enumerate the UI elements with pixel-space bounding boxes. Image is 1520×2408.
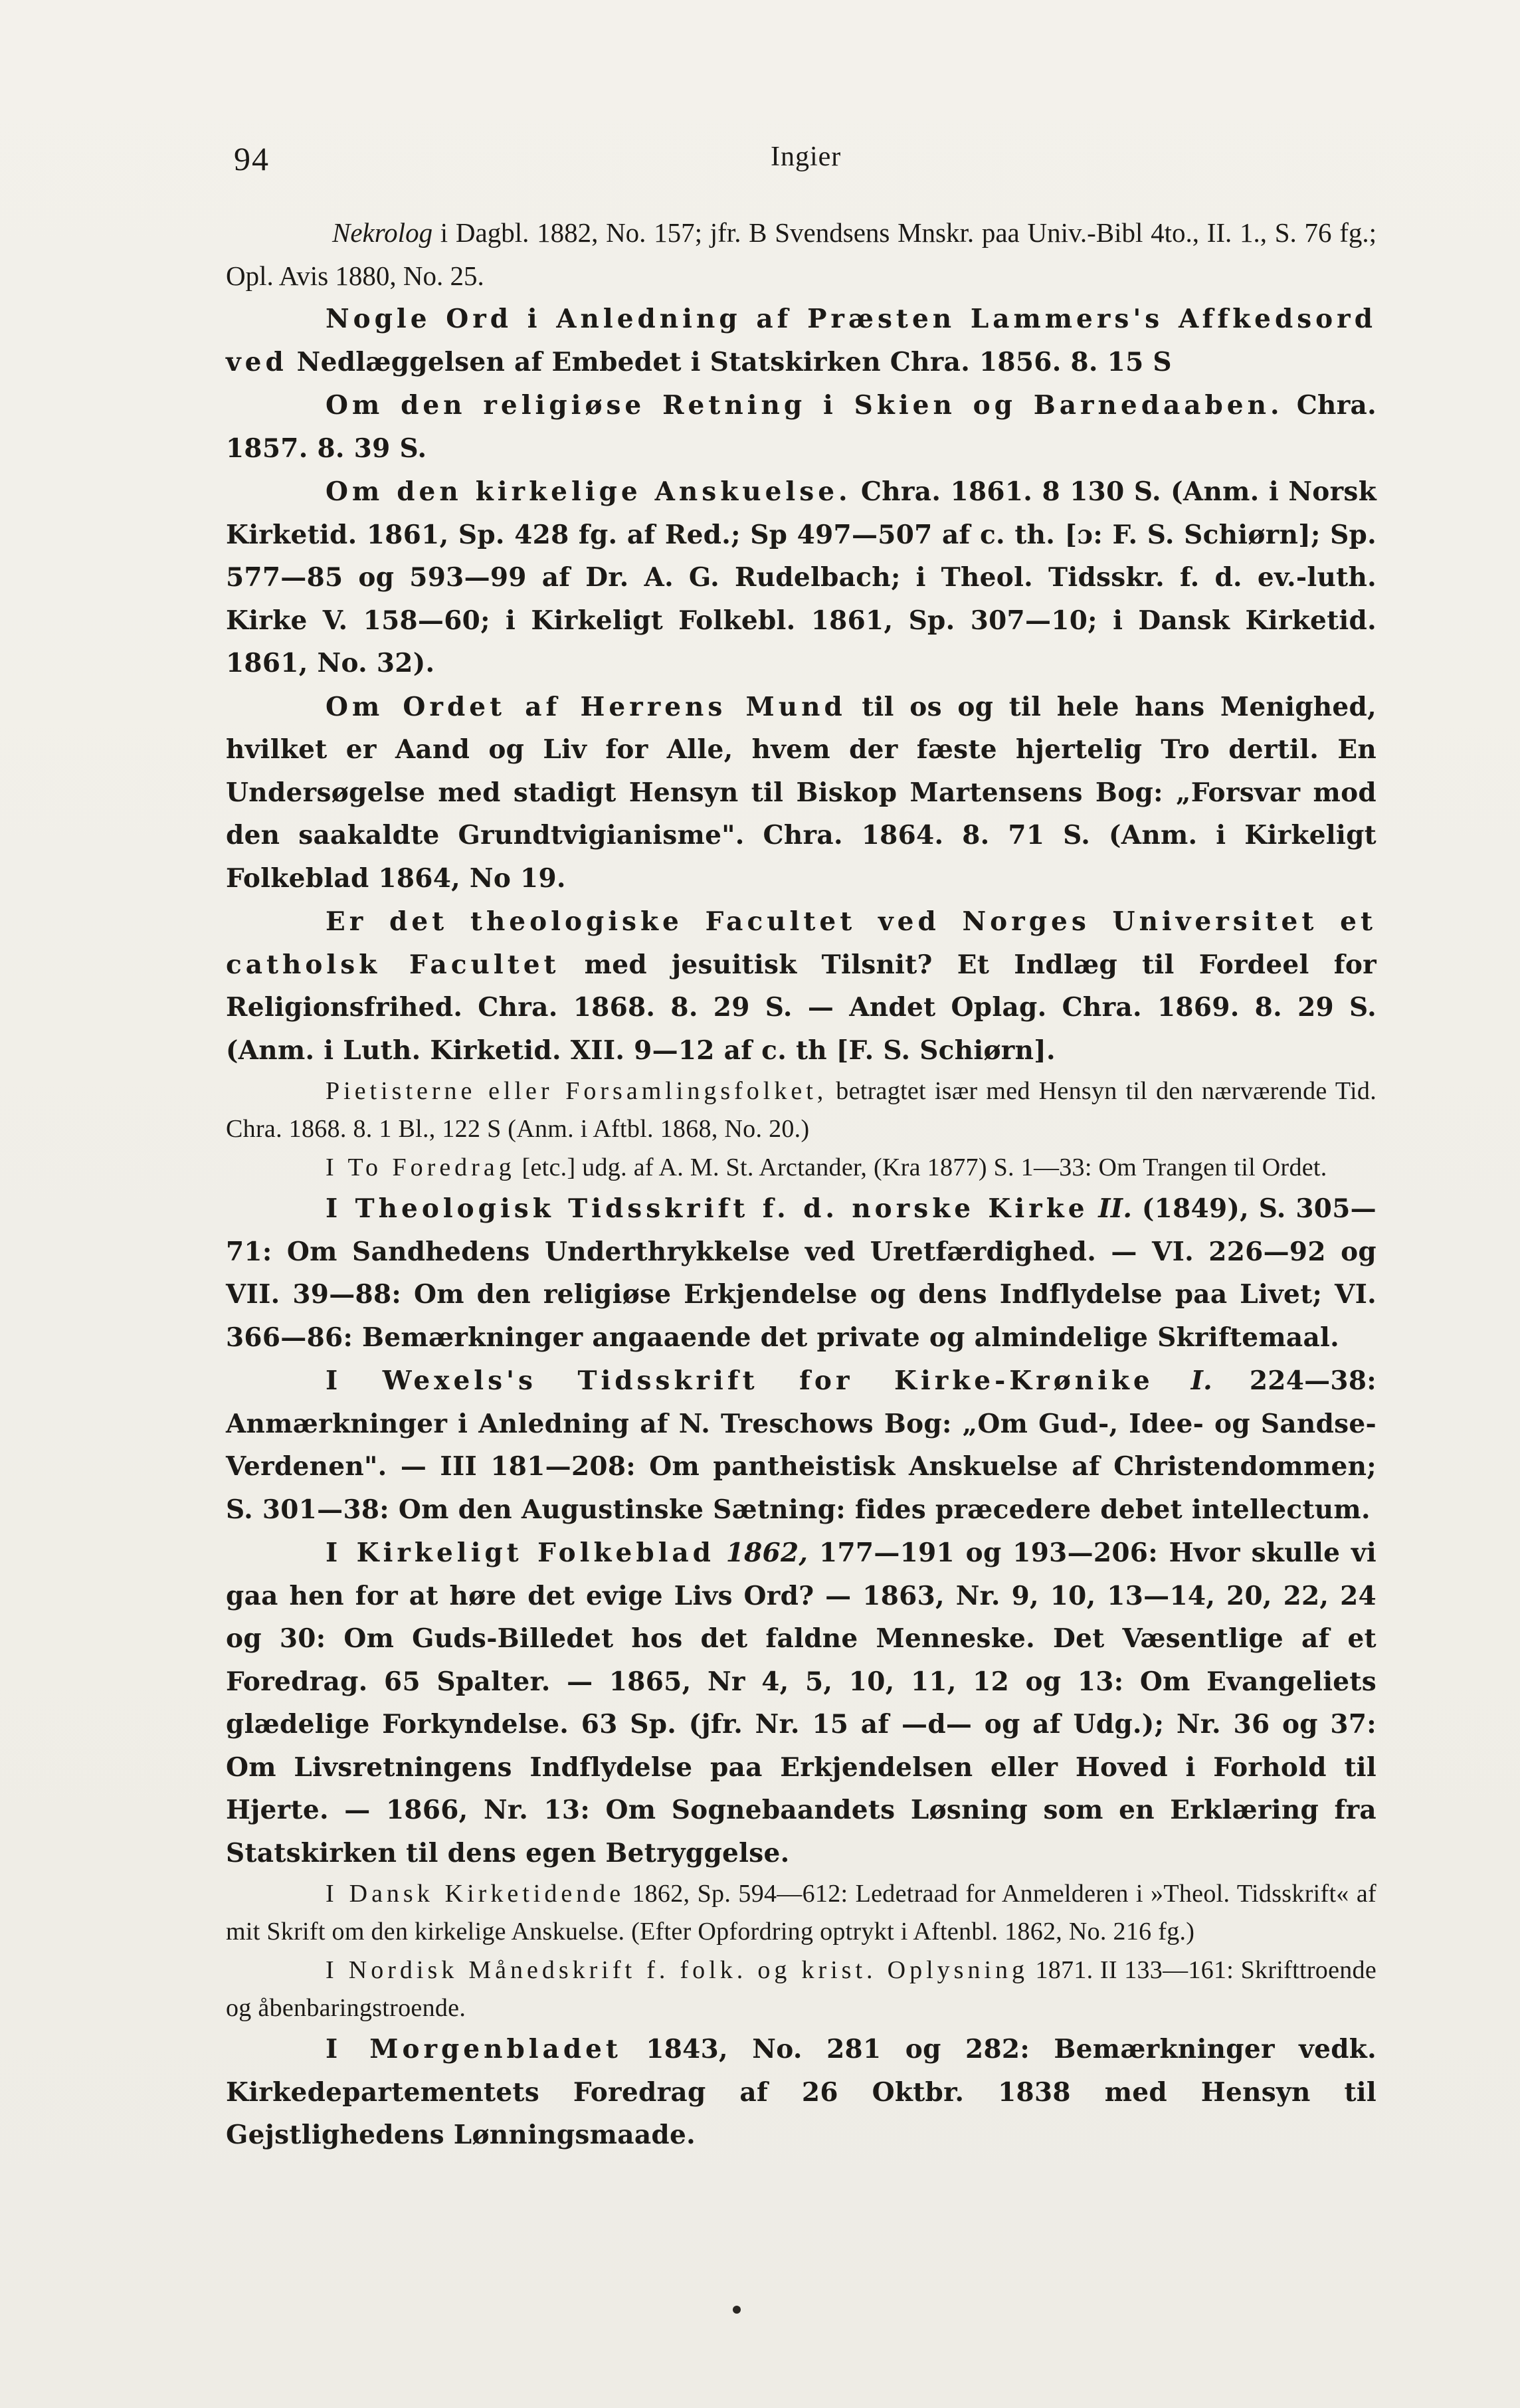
bibliography-entry [226,1875,1377,1951]
page-number: 94 [234,140,270,177]
bibliography-entry [226,1532,1377,1874]
bibliography-entry [226,470,1377,685]
bibliography-entry [226,298,1377,383]
bibliography-entry [226,2028,1377,2157]
entry-title: I To Foredrag [326,1154,516,1181]
entry-text: (1849), S. 305—71: Om Sandhedens Underthrykkelse ved Uretfærdighed. — VI. 226—92 og VII. 39—88: Om den religiøse Erkjendelse og dens Indflydelse paa Livet; VI. 366—86: Bemærkninger angaaende det private og almindelige Skriftemaal. [226,1193,1377,1353]
entry-title: Nogle Ord i Anledning af Præsten Lammers's Affkedsord ved [226,304,1377,377]
entry-title: Pietisterne eller Forsamlingsfolket, [326,1077,828,1105]
entry-title: Er det theologiske Facultet ved Norges Universitet et catholsk Facultet [226,906,1377,980]
entry-text: Nedlæggelsen af Embedet i Statskirken Chra. 1856. 8. 15 S [287,346,1172,377]
entry-text: Chra. 1857. 8. 39 S. [226,390,1377,464]
entry-text: 1843, No. 281 og 282: Bemærkninger vedk. Kirkedepartementets Foredrag af 26 Oktbr. 1838 med Hensyn til Gejstlighedens Lønningsmaade. [226,2034,1377,2150]
ink-dot [733,2306,741,2314]
bibliography-entry [226,384,1377,470]
entry-text: [etc.] udg. af A. M. St. Arctander, (Kra 1877) S. 1—33: Om Trangen til Ordet. [515,1154,1327,1181]
bibliography-list [226,211,1377,2157]
entry-title: I Kirkeligt Folkeblad [326,1538,715,1568]
bibliography-entry [226,1359,1377,1531]
entry-title: Om Ordet af Herrens Mund [326,691,846,722]
entry-title: I Nordisk Månedskrift f. folk. og krist. Oplysning [326,1956,1029,1984]
running-head: Ingier [771,142,842,172]
entry-italic: II. [1098,1193,1133,1224]
bibliography-entry [226,900,1377,1072]
entry-title: I Morgenbladet [326,2034,622,2064]
entry-text: i Dagbl. 1882, No. 157; jfr. B Svendsens Mnskr. paa Univ.-Bibl 4to., II. 1., S. 76 fg.; Opl. Avis 1880, No. 25. [226,217,1377,291]
bibliography-entry [226,1072,1377,1148]
entry-text: 1862, Sp. 594—612: Ledetraad for Anmelderen i »Theol. Tidsskrift« af mit Skrift om den kirkelige Anskuelse. (Efter Opfordring optrykt i Aftenbl. 1862, No. 216 fg.) [226,1880,1377,1946]
bibliography-entry [226,686,1377,900]
entry-text: med jesuitisk Tilsnit? Et Indlæg til Fordeel for Religionsfrihed. Chra. 1868. 8. 29 S. — Andet Oplag. Chra. 1869. 8. 29 S. (Anm. i Luth. Kirketid. XII. 9—12 af c. th [F. S. Schiørn]. [226,949,1377,1066]
bibliography-entry [226,1149,1377,1187]
entry-title: Om den kirkelige Anskuelse. [326,476,852,507]
entry-title: Om den religiøse Retning i Skien og Barnedaaben. [326,390,1283,421]
entry-italic: Nekrolog [332,217,433,248]
entry-italic: 1862, [725,1538,808,1568]
entry-italic: I. [1190,1365,1212,1396]
entry-text: til os og til hele hans Menighed, hvilket er Aand og Liv for Alle, hvem der fæste hjertelig Tro dertil. En Undersøgelse med stadigt Hensyn til Biskop Martensens Bog: „Forsvar mod den saakaldte Grundtvigianisme". Chra. 1864. 8. 71 S. (Anm. i Kirkeligt Folkeblad 1864, No 19. [226,691,1377,894]
bibliography-entry [226,211,1377,297]
entry-title: I Theologisk Tidsskrift f. d. norske Kirke [326,1193,1089,1224]
entry-title: I Dansk Kirketidende [326,1880,625,1908]
bibliography-entry [226,1952,1377,2027]
entry-text: Chra. 1861. 8 130 S. (Anm. i Norsk Kirketid. 1861, Sp. 428 fg. af Red.; Sp 497—507 af c. th. [ɔ: F. S. Schiørn]; Sp. 577—85 og 593—99 af Dr. A. G. Rudelbach; i Theol. Tidsskr. f. d. ev.-luth. Kirke V. 158—60; i Kirkeligt Folkebl. 1861, Sp. 307—10; i Dansk Kirketid. 1861, No. 32). [226,476,1377,678]
entry-text: 177—191 og 193—206: Hvor skulle vi gaa hen for at høre det evige Livs Ord? — 1863, Nr. 9, 10, 13—14, 20, 22, 24 og 30: Om Guds-Billedet hos det faldne Menneske. Det Væsentlige af et Foredrag. 65 Spalter. — 1865, Nr 4, 5, 10, 11, 12 og 13: Om Evangeliets glædelige Forkyndelse. 63 Sp. (jfr. Nr. 15 af —d— og af Udg.); Nr. 36 og 37: Om Livsretningens Indflydelse paa Erkjendelsen eller Hoved i Forhold til Hjerte. — 1866, Nr. 13: Om Sognebaandets Løsning som en Erklæring fra Statskirken til dens egen Betryggelse. [226,1538,1377,1868]
entry-title: I Wexels's Tidsskrift for Kirke-Krønike [326,1365,1154,1396]
entry-text: betragtet især med Hensyn til den nærværende Tid. Chra. 1868. 8. 1 Bl., 122 S (Anm. i Aftbl. 1868, No. 20.) [226,1077,1377,1143]
entry-text: 224—38: Anmærkninger i Anledning af N. Treschows Bog: „Om Gud-, Idee- og Sandse-Verdenen". — III 181—208: Om pantheistisk Anskuelse af Christendommen; S. 301—38: Om den Augustinske Sætning: fides præcedere debet intellectum. [226,1365,1377,1525]
entry-text: 1871. II 133—161: Skrifttroende og åbenbaringstroende. [226,1956,1377,2022]
bibliography-entry [226,1187,1377,1359]
